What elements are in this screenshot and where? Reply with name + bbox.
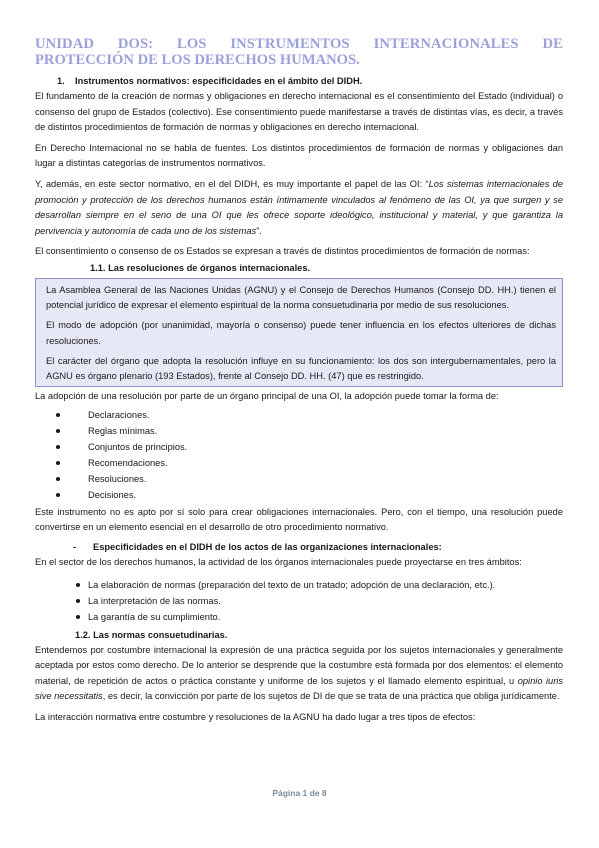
list-item: Resoluciones. <box>35 471 563 487</box>
section-number: 1. <box>57 76 65 86</box>
page-number: Página 1 de 8 <box>272 788 327 798</box>
paragraph-3 <box>35 177 563 239</box>
section-heading-1 <box>57 74 563 89</box>
paragraph-4: El consentimiento o consenso de os Estados se expresan a través de distintos procedimientos de formación de normas: <box>35 246 530 257</box>
unit-title-line2: PROTECCIÓN DE LOS DERECHOS HUMANOS. <box>35 52 360 68</box>
paragraph-5: La adopción de una resolución por parte de un órgano principal de una OI, la adopción puede tomar la forma de: <box>35 391 499 402</box>
dash-heading <box>73 540 563 555</box>
list-item: Decisiones. <box>35 487 563 503</box>
box-paragraph-3: El carácter del órgano que adopta la resolución influye en su funcionamiento: los dos son intergubernamentales, pero la AGNU es órgano plenario (193 Estados), frente al Consejo DD. HH. (47) que es restringido. <box>46 355 556 381</box>
paragraph-8: Entendemos por costumbre internacional la expresión de una práctica seguida por los sujetos internacionales y generalmente aceptada por estos como derecho. De lo anterior se desprende que la costumbre está formada por dos elementos: el elemento material, de repetición de actos o práctica constante y uniforme de los sujetos y el llamado elemento espiritual, u opinio iuris sive necessitatis, es decir, la convicción por parte de los sujetos de DI de que se trata de una práctica que obliga jurídicamente. <box>35 644 564 702</box>
paragraph-2: En Derecho Internacional no se habla de fuentes. Los distintos procedimientos de formación de normas y obligaciones dan lugar a distintas categorías de instrumentos normativos. <box>35 142 563 169</box>
unit-title-line1: UNIDAD DOS: LOS INSTRUMENTOS INTERNACIONALES DE <box>35 36 563 52</box>
bullet-icon <box>76 599 80 603</box>
bullet-icon <box>56 429 60 433</box>
list-item: Declaraciones. <box>35 407 563 423</box>
bullet-icon <box>56 461 60 465</box>
paragraph-7: En el sector de los derechos humanos, la actividad de los órganos internacionales puede proyectarse en tres ámbitos: <box>35 556 522 567</box>
subsection-heading-1-1: 1.1. Las resoluciones de órganos internacionales. <box>90 262 311 273</box>
paragraph-1: El fundamento de la creación de normas y obligaciones en derecho internacional es el consentimiento del Estado (individual) o consenso del grupo de Estados (colectivo). Ese consentimiento puede manifestarse a través de distintas vías, es decir, a través de distintos procedimientos de formación de normas y obligaciones en derecho internacional. <box>35 91 563 133</box>
list-item: Reglas mínimas. <box>35 423 563 439</box>
bullet-icon <box>56 477 60 481</box>
dash-mark: - <box>73 541 77 552</box>
list-item: Conjuntos de principios. <box>35 439 563 455</box>
subsection-heading-1-2: 1.2. Las normas consuetudinarias. <box>75 629 228 640</box>
highlight-box <box>35 278 563 387</box>
box-paragraph-2: El modo de adopción (por unanimidad, mayoría o consenso) puede tener influencia en los efectos ulteriores de dichas resoluciones. <box>46 320 556 346</box>
forms-list <box>35 407 563 503</box>
latin-term: opinio iuris sive necessitatis <box>35 675 564 702</box>
paragraph-6: Este instrumento no es apto por sí solo para crear obligaciones internacionales. Pero, con el tiempo, una resolución puede convertirse en un elemento esencial en el desarrollo de otro procedimiento normativo. <box>35 506 563 533</box>
paragraph-3-quote: Los sistemas internacionales de promoción y protección de los derechos humanos están íntimamente vinculados al fenómeno de las OI, ya que surgen y se desarrollan siempre en el seno de una OI que les ofrece soporte ideológico, institucional y material, y que garantiza la pervivencia y autonomía de cada uno de los sistemas <box>35 178 564 236</box>
bullet-icon <box>56 445 60 449</box>
section-title: Instrumentos normativos: especificidades en el ámbito del DIDH. <box>75 76 363 86</box>
bullet-icon <box>56 413 60 417</box>
paragraph-9: La interacción normativa entre costumbre y resoluciones de la AGNU ha dado lugar a tres tipos de efectos: <box>35 711 476 722</box>
paragraph-3-intro: Y, además, en este sector normativo, en el del DIDH, es muy importante el papel de las OI: “ <box>35 178 429 189</box>
bullet-icon <box>56 493 60 497</box>
paragraph-3-close: ”. <box>256 225 262 236</box>
bullet-icon <box>76 583 80 587</box>
bullet-icon <box>76 615 80 619</box>
areas-list <box>35 577 563 625</box>
box-paragraph-1: La Asamblea General de las Naciones Unidas (AGNU) y el Consejo de Derechos Humanos (Consejo DD. HH.) tienen el potencial jurídico de expresar el elemento espiritual de la norma consuetudinaria por medio de sus resoluciones. <box>46 284 556 311</box>
list-item: Recomendaciones. <box>35 455 563 471</box>
list-item: La interpretación de las normas. <box>35 593 563 609</box>
list-item: La garantía de su cumplimiento. <box>35 609 563 625</box>
document-page <box>35 36 563 726</box>
list-item: La elaboración de normas (preparación del texto de un tratado; adopción de una declaración, etc.). <box>35 577 563 593</box>
dash-heading-text: Especificidades en el DIDH de los actos de las organizaciones internacionales: <box>93 541 442 552</box>
